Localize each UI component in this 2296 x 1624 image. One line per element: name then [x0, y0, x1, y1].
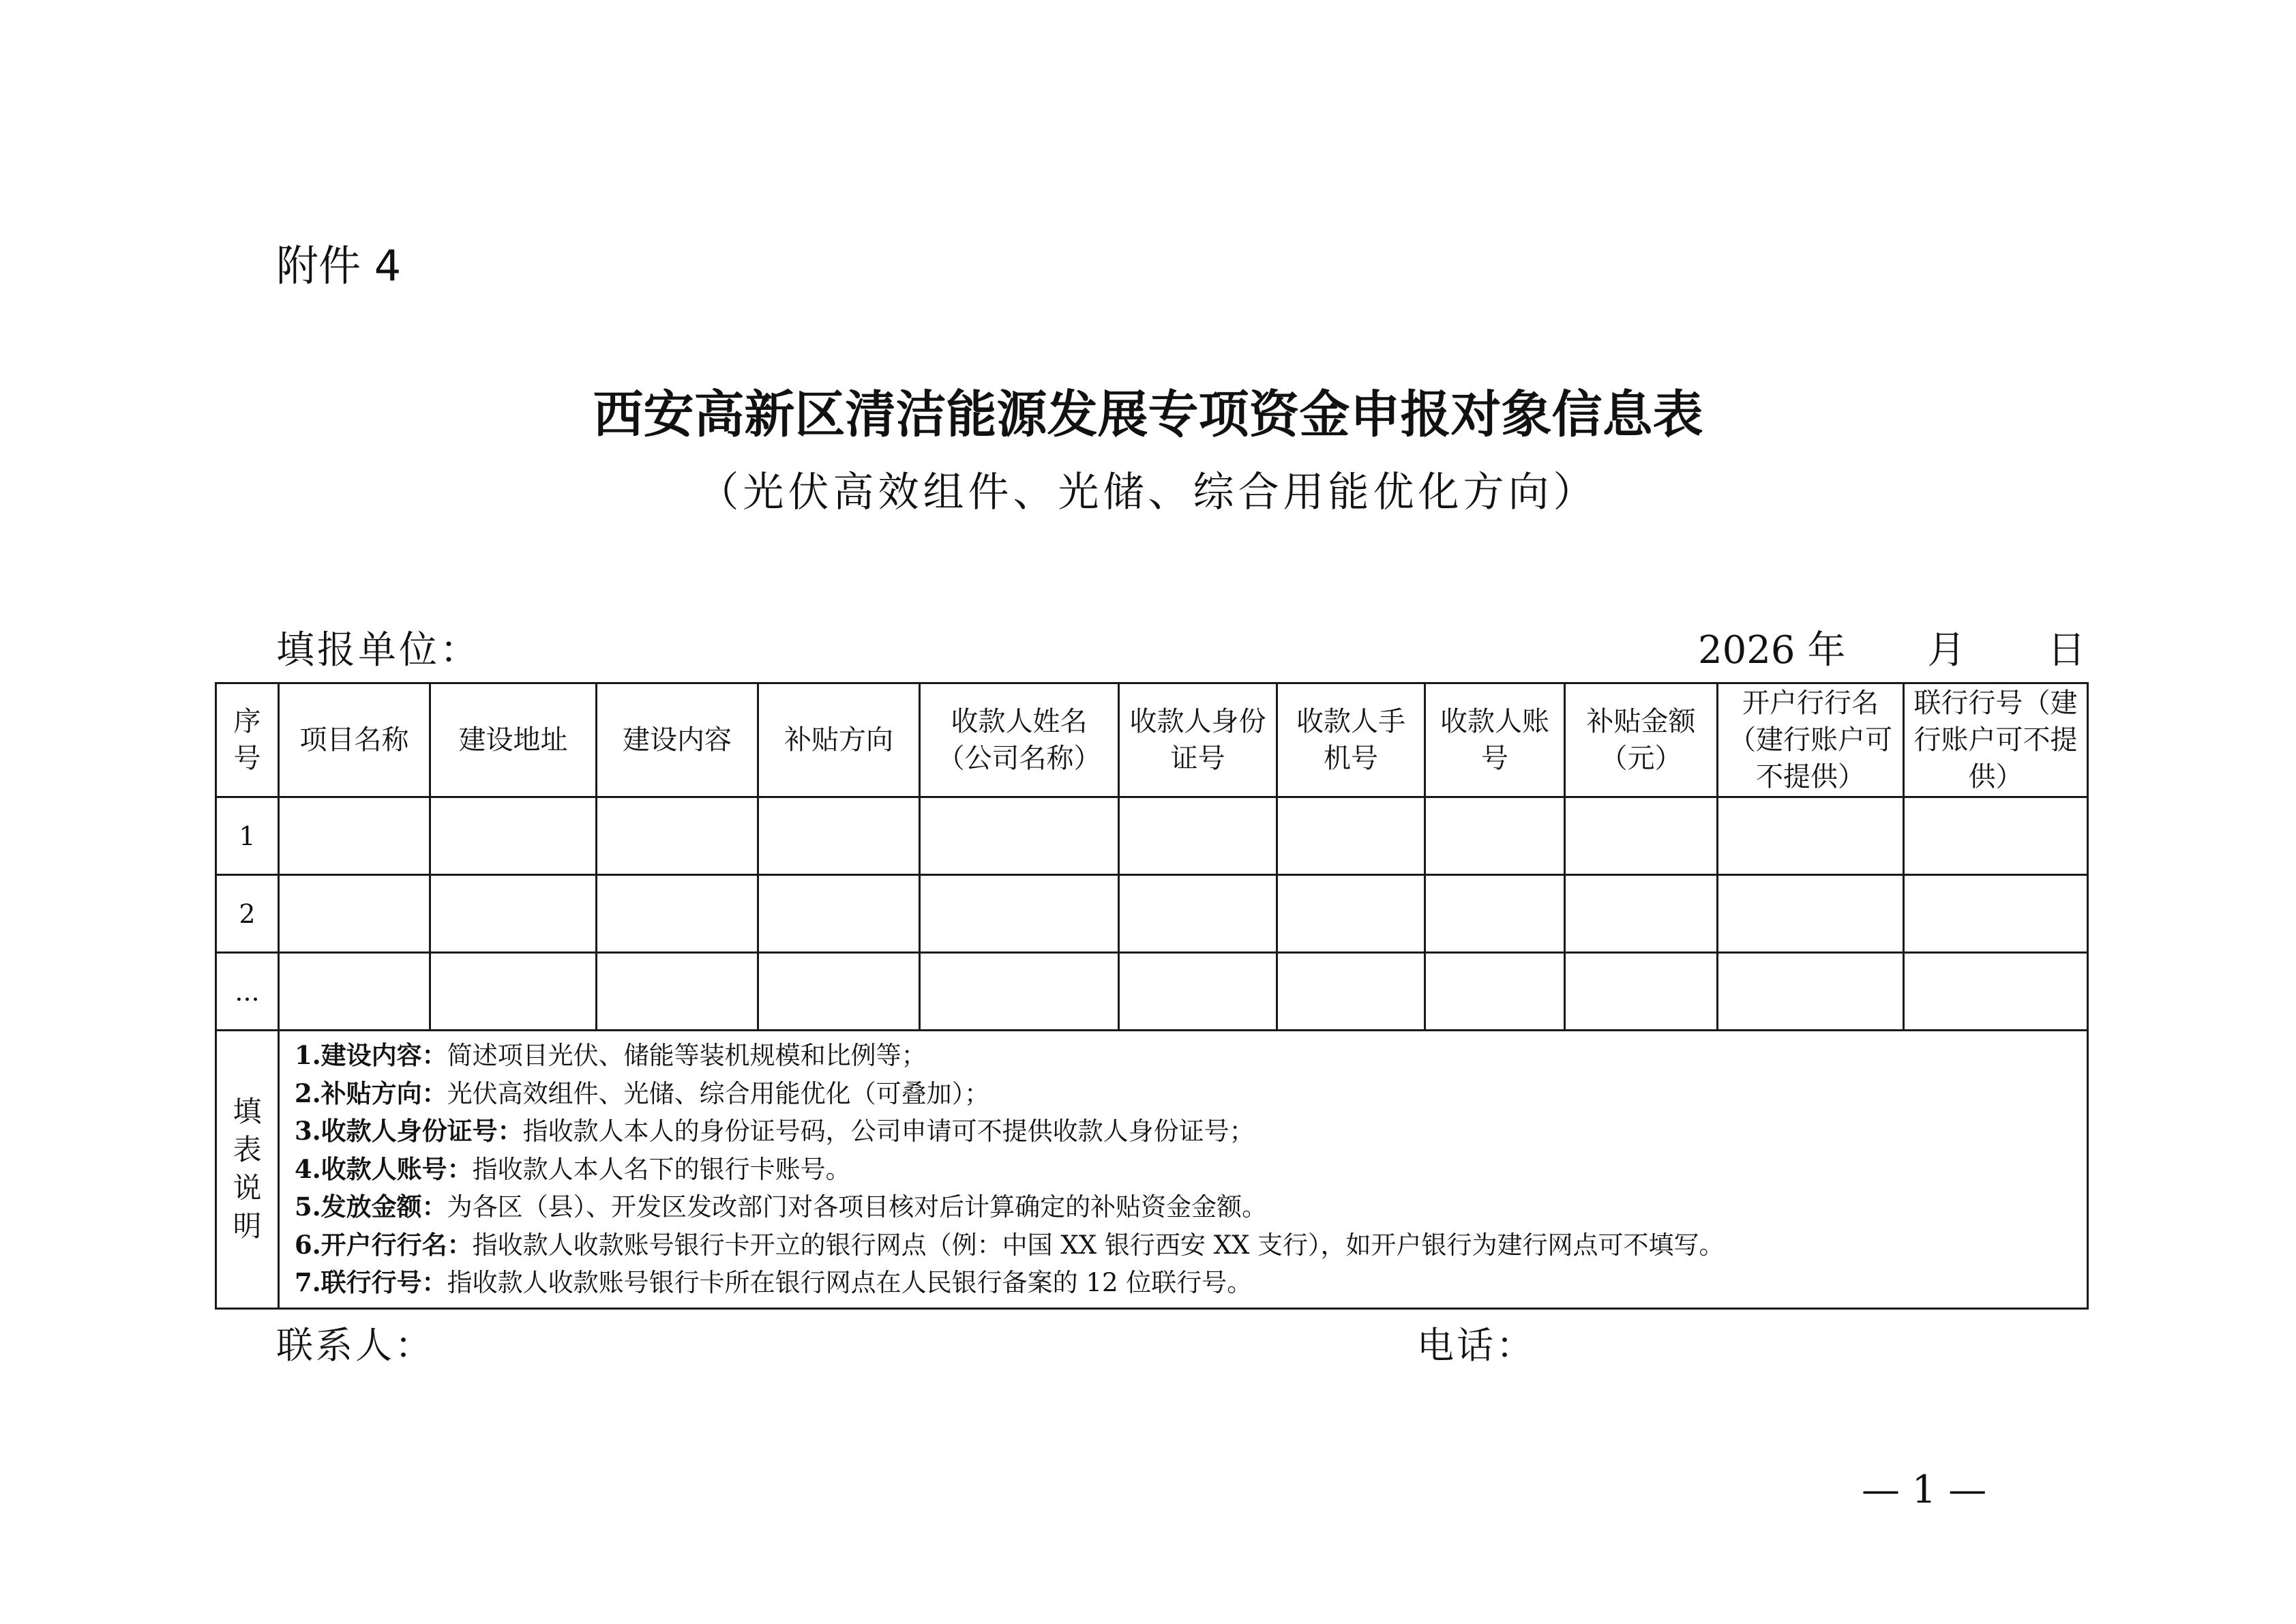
table-row — [216, 953, 2088, 1031]
notes-body — [279, 1031, 2088, 1309]
cell-subsidy-amount[interactable] — [1565, 875, 1718, 953]
cell-bank-code[interactable] — [1904, 875, 2088, 953]
cell-bank-name[interactable] — [1718, 797, 1904, 875]
date-year: 2026 年 — [1698, 628, 1846, 673]
attachment-label: 附件 4 — [276, 241, 402, 291]
cell-payee-name[interactable] — [920, 797, 1119, 875]
header-cell-index: 序号 — [216, 683, 279, 797]
cell-payee-id[interactable] — [1119, 875, 1277, 953]
row-index: 1 — [216, 797, 279, 875]
cell-subsidy-direction[interactable] — [758, 953, 920, 1031]
cell-payee-id[interactable] — [1119, 953, 1277, 1031]
cell-payee-account[interactable] — [1425, 875, 1565, 953]
cell-project-name[interactable] — [279, 953, 430, 1031]
note-line: 7.联行行号：指收款人收款账号银行卡所在银行网点在人民银行备案的 12 位联行号。 — [295, 1267, 1253, 1297]
cell-address[interactable] — [430, 953, 597, 1031]
header-cell-bank-name: 开户行行名（建行账户可不提供） — [1718, 683, 1904, 797]
cell-payee-id[interactable] — [1119, 797, 1277, 875]
cell-bank-name[interactable] — [1718, 953, 1904, 1031]
header-cell-subsidy-amount: 补贴金额（元） — [1565, 683, 1718, 797]
notes-row — [216, 1031, 2088, 1309]
cell-payee-phone[interactable] — [1277, 953, 1425, 1031]
cell-payee-phone[interactable] — [1277, 875, 1425, 953]
cell-subsidy-amount[interactable] — [1565, 953, 1718, 1031]
date-month: 月 — [1927, 628, 1966, 673]
cell-address[interactable] — [430, 875, 597, 953]
header-cell-content: 建设内容 — [597, 683, 758, 797]
date-day: 日 — [2047, 628, 2086, 673]
notes-label — [216, 1031, 279, 1309]
cell-project-name[interactable] — [279, 875, 430, 953]
cell-subsidy-direction[interactable] — [758, 875, 920, 953]
info-table — [215, 682, 2089, 1310]
cell-payee-account[interactable] — [1425, 953, 1565, 1031]
row-index: 2 — [216, 875, 279, 953]
header-cell-bank-code: 联行行号（建行账户可不提供） — [1904, 683, 2088, 797]
table-row — [216, 875, 2088, 953]
note-line: 6.开户行行名：指收款人收款账号银行卡开立的银行网点（例：中国 XX 银行西安 XX 支行），如开户银行为建行网点可不填写。 — [295, 1229, 1725, 1260]
table-row — [216, 797, 2088, 875]
contact-label: 联系人： — [276, 1324, 434, 1367]
header-cell-project-name: 项目名称 — [279, 683, 430, 797]
note-line: 5.发放金额：为各区（县）、开发区发改部门对各项目核对后计算确定的补贴资金金额。 — [295, 1192, 1268, 1222]
cell-bank-code[interactable] — [1904, 797, 2088, 875]
cell-subsidy-direction[interactable] — [758, 797, 920, 875]
cell-bank-name[interactable] — [1718, 875, 1904, 953]
cell-address[interactable] — [430, 797, 597, 875]
header-cell-payee-phone: 收款人手机号 — [1277, 683, 1425, 797]
cell-subsidy-amount[interactable] — [1565, 797, 1718, 875]
document-subtitle: （光伏高效组件、光储、综合用能优化方向） — [698, 469, 1598, 516]
cell-payee-name[interactable] — [920, 953, 1119, 1031]
cell-project-name[interactable] — [279, 797, 430, 875]
cell-payee-name[interactable] — [920, 875, 1119, 953]
fill-unit-label: 填报单位： — [276, 628, 481, 673]
note-line: 3.收款人身份证号：指收款人本人的身份证号码，公司申请可不提供收款人身份证号； — [295, 1116, 1255, 1146]
note-line: 2.补贴方向：光伏高效组件、光储、综合用能优化（可叠加）； — [295, 1078, 990, 1108]
header-cell-payee-name: 收款人姓名（公司名称） — [920, 683, 1119, 797]
cell-payee-account[interactable] — [1425, 797, 1565, 875]
notes-label-text: 填 表 说 明 — [233, 1095, 262, 1243]
cell-payee-phone[interactable] — [1277, 797, 1425, 875]
cell-content[interactable] — [597, 875, 758, 953]
page-number: — 1 — — [1862, 1468, 1987, 1512]
note-line: 1.建设内容：简述项目光伏、储能等装机规模和比例等； — [295, 1040, 927, 1070]
phone-label: 电话： — [1417, 1324, 1536, 1367]
row-index: ... — [216, 953, 279, 1031]
document-title: 西安高新区清洁能源发展专项资金申报对象信息表 — [593, 385, 1703, 444]
note-line: 4.收款人账号：指收款人本人名下的银行卡账号。 — [295, 1153, 851, 1184]
table-header-row — [216, 683, 2088, 797]
header-cell-subsidy-direction: 补贴方向 — [758, 683, 920, 797]
header-cell-payee-id: 收款人身份证号 — [1119, 683, 1277, 797]
header-cell-address: 建设地址 — [430, 683, 597, 797]
cell-content[interactable] — [597, 797, 758, 875]
cell-bank-code[interactable] — [1904, 953, 2088, 1031]
cell-content[interactable] — [597, 953, 758, 1031]
date-line — [1698, 626, 2085, 675]
header-cell-payee-account: 收款人账号 — [1425, 683, 1565, 797]
